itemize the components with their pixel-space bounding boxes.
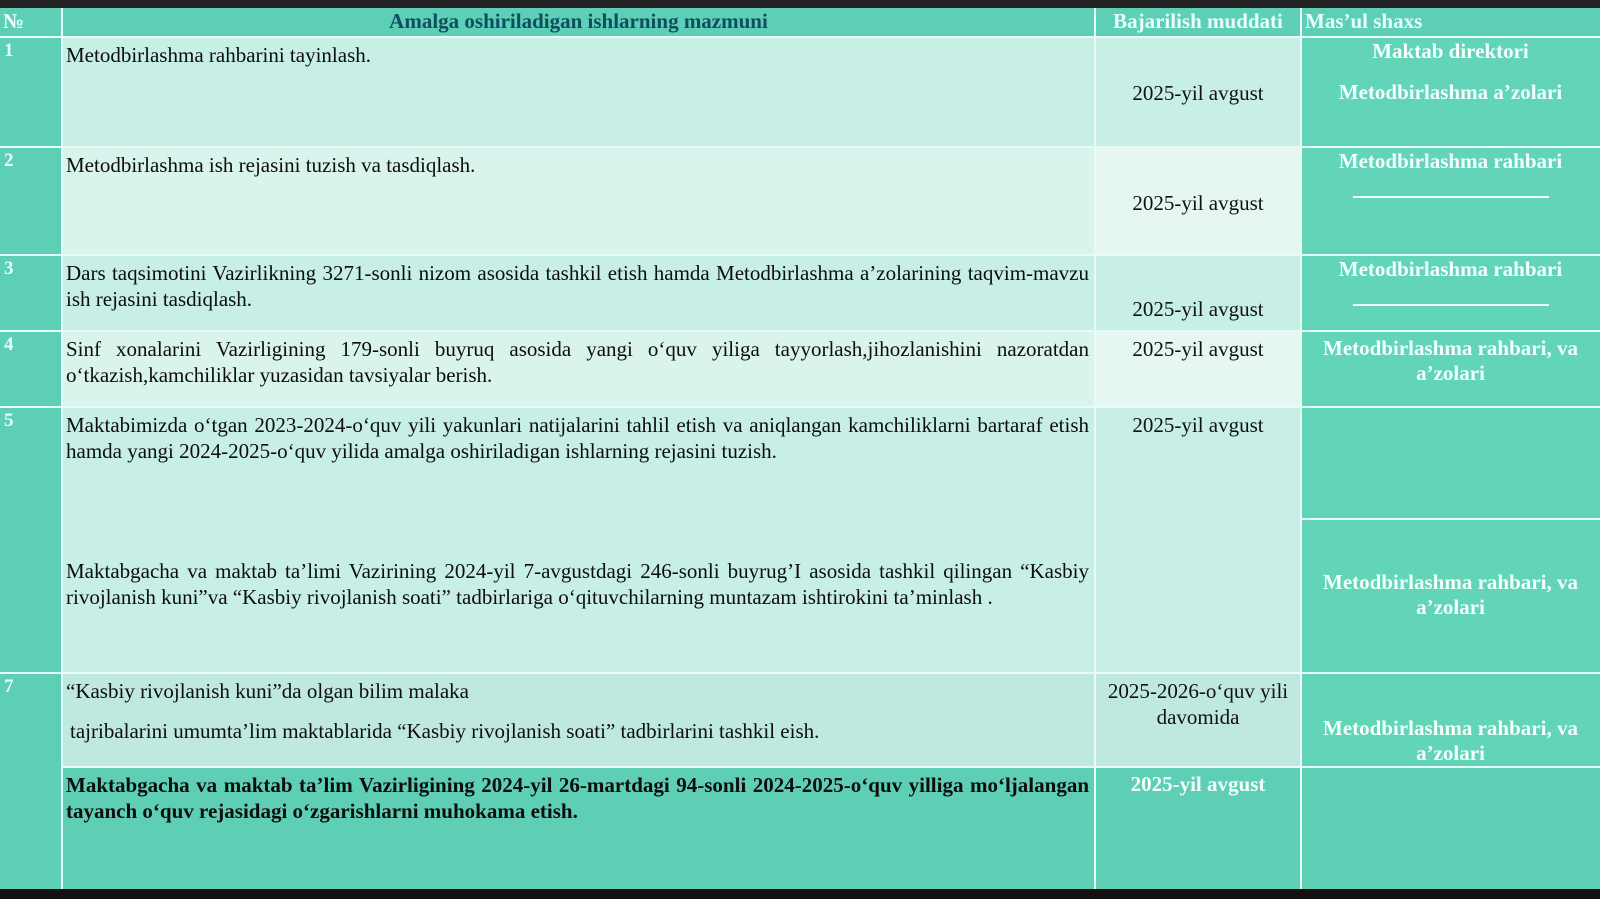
- row-1-resp-1: Maktab direktori: [1372, 39, 1529, 63]
- grid-line: [62, 766, 1600, 768]
- grid-line: [61, 8, 63, 889]
- grid-line: [0, 672, 1600, 674]
- grid-line: [0, 254, 1600, 256]
- row-8-responsible: [1301, 768, 1600, 889]
- row-1-responsible: [1301, 38, 1600, 146]
- row-4-num: 4: [0, 332, 62, 406]
- grid-line: [1094, 8, 1096, 889]
- row-2-date: 2025-yil avgust: [1095, 148, 1301, 254]
- row-1-resp-2: Metodbirlashma a’zolari: [1338, 80, 1563, 104]
- row-3-text: Dars taqsimotini Vazirlikning 3271-sonli nizom asosida tashkil etish hamda Metodbirlashma a’zolarining taqvim-mavzu ish rejasini tasdiqlash.: [62, 256, 1095, 330]
- row-4-text: Sinf xonalarini Vazirligining 179-sonli buyruq asosida yangi o‘quv yiliga tayyorlash,jihozlanishini nazoratdan o‘tkazish,kamchiliklar yuzasidan tavsiyalar berish.: [62, 332, 1095, 406]
- plan-table: [0, 8, 1600, 889]
- row-5-num: 5: [0, 408, 62, 672]
- row-3-underline: [1353, 304, 1549, 306]
- row-5-content: [62, 408, 1095, 672]
- row-3-responsible: [1301, 256, 1600, 330]
- row-7-text-1: “Kasbiy rivojlanish kuni”da olgan bilim malaka: [66, 679, 469, 703]
- row-4-responsible: Metodbirlashma rahbari, va a’zolari: [1301, 332, 1600, 406]
- row-7-responsible: Metodbirlashma rahbari, va a’zolari: [1301, 674, 1600, 766]
- grid-line: [1301, 518, 1600, 520]
- header-deadline: Bajarilish muddati: [1095, 8, 1301, 36]
- grid-line: [1300, 8, 1302, 889]
- row-2-responsible: [1301, 148, 1600, 254]
- row-7-date: 2025-2026-o‘quv yili davomida: [1095, 674, 1301, 766]
- row-7-num: 7: [0, 674, 62, 889]
- row-8-date: 2025-yil avgust: [1095, 768, 1301, 889]
- row-5-responsible-top: [1301, 408, 1600, 518]
- row-5-text-1: Maktabimizda o‘tgan 2023-2024-o‘quv yili yakunlari natijalarini tahlil etish va aniqlangan kamchiliklarni bartaraf etish hamda yangi 2024-2025-o‘quv yilida amalga oshiriladigan ishlarning rejasini tuzish.: [66, 413, 1089, 463]
- row-1-num: 1: [0, 38, 62, 146]
- row-3-date: 2025-yil avgust: [1095, 256, 1301, 330]
- row-2-num: 2: [0, 148, 62, 254]
- row-7-text-2: tajribalarini umumta’lim maktablarida “Kasbiy rivojlanish soati” tadbirlarini tashkil eish.: [70, 719, 820, 743]
- grid-line: [0, 406, 1600, 408]
- row-2-resp-1: Metodbirlashma rahbari: [1338, 149, 1563, 173]
- row-2-underline: [1353, 196, 1549, 198]
- row-5-text-2: Maktabgacha va maktab ta’limi Vazirining 2024-yil 7-avgustdagi 246-sonli buyrug’I asosida tashkil qilingan “Kasbiy rivojlanish kuni”va “Kasbiy rivojlanish soati” tadbirlariga o‘qituvchilarning muntazam ishtirokini ta’minlash .: [66, 559, 1089, 609]
- row-1-date: 2025-yil avgust: [1095, 38, 1301, 146]
- header-responsible: Mas’ul shaxs: [1301, 8, 1600, 36]
- row-5-date: 2025-yil avgust: [1095, 408, 1301, 672]
- grid-line: [0, 330, 1600, 332]
- row-5-responsible: Metodbirlashma rahbari, va a’zolari: [1301, 520, 1600, 672]
- grid-line: [0, 146, 1600, 148]
- bottom-border: [0, 889, 1600, 899]
- row-4-date: 2025-yil avgust: [1095, 332, 1301, 406]
- header-content: Amalga oshiriladigan ishlarning mazmuni: [62, 8, 1095, 36]
- row-2-text: Metodbirlashma ish rejasini tuzish va tasdiqlash.: [62, 148, 1095, 254]
- grid-line: [0, 36, 1600, 38]
- row-1-text: Metodbirlashma rahbarini tayinlash.: [62, 38, 1095, 146]
- top-border: [0, 0, 1600, 8]
- row-7-content: [62, 674, 1095, 766]
- row-3-resp-1: Metodbirlashma rahbari: [1338, 257, 1563, 281]
- header-num: №: [0, 8, 62, 36]
- row-8-text: Maktabgacha va maktab ta’lim Vazirligining 2024-yil 26-martdagi 94-sonli 2024-2025-o‘quv yilliga mo‘ljalangan tayanch o‘quv rejasidagi o‘zgarishlarni muhokama etish.: [62, 768, 1095, 889]
- row-3-num: 3: [0, 256, 62, 330]
